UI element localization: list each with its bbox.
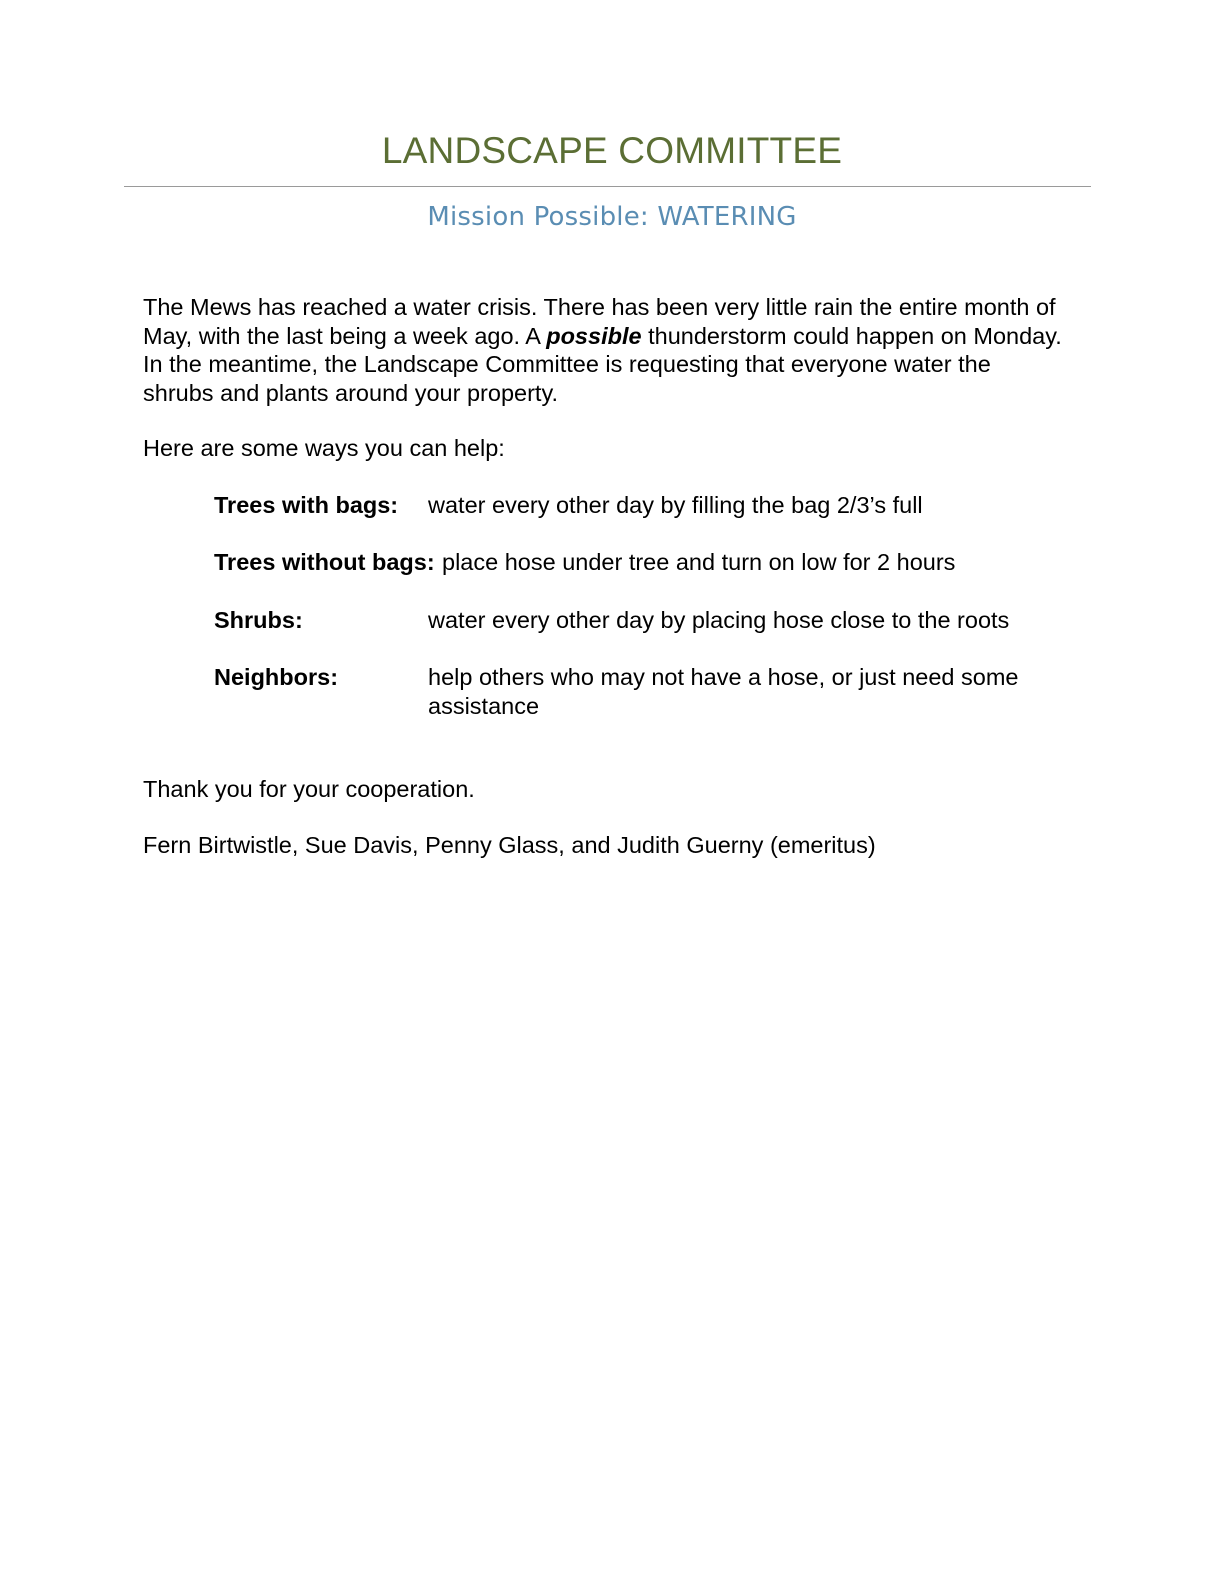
title-divider <box>124 186 1091 187</box>
tip-text: water every other day by filling the bag 2/3’s full <box>428 492 923 518</box>
tip-label: Trees without bags: <box>214 549 435 575</box>
intro-text-start: The Mews has reached a water crisis. There has been very little rain the entire month of May, with the last being a week ago. A <box>143 294 1056 349</box>
help-intro: Here are some ways you can help: <box>143 435 505 461</box>
tip-label: Shrubs: <box>214 607 303 633</box>
tip-text: water every other day by placing hose close to the roots <box>428 607 1010 633</box>
signers-line: Fern Birtwistle, Sue Davis, Penny Glass, and Judith Guerny (emeritus) <box>143 832 876 858</box>
thanks-line: Thank you for your cooperation. <box>143 776 475 802</box>
page-subtitle: Mission Possible: WATERING <box>427 202 797 232</box>
tip-label: Trees with bags: <box>214 492 399 518</box>
tip-label: Neighbors: <box>214 664 339 690</box>
intro-paragraph <box>143 293 1063 407</box>
page-title: LANDSCAPE COMMITTEE <box>381 130 843 171</box>
tip-text: help others who may not have a hose, or just need some assistance <box>428 664 1019 719</box>
tip-text: place hose under tree and turn on low for 2 hours <box>442 549 956 575</box>
intro-emphasis: possible <box>546 322 642 349</box>
intro-text-end: thunderstorm could happen on Monday. In the meantime, the Landscape Committee is requesting that everyone water the shrubs and plants around your property. <box>143 322 1062 406</box>
